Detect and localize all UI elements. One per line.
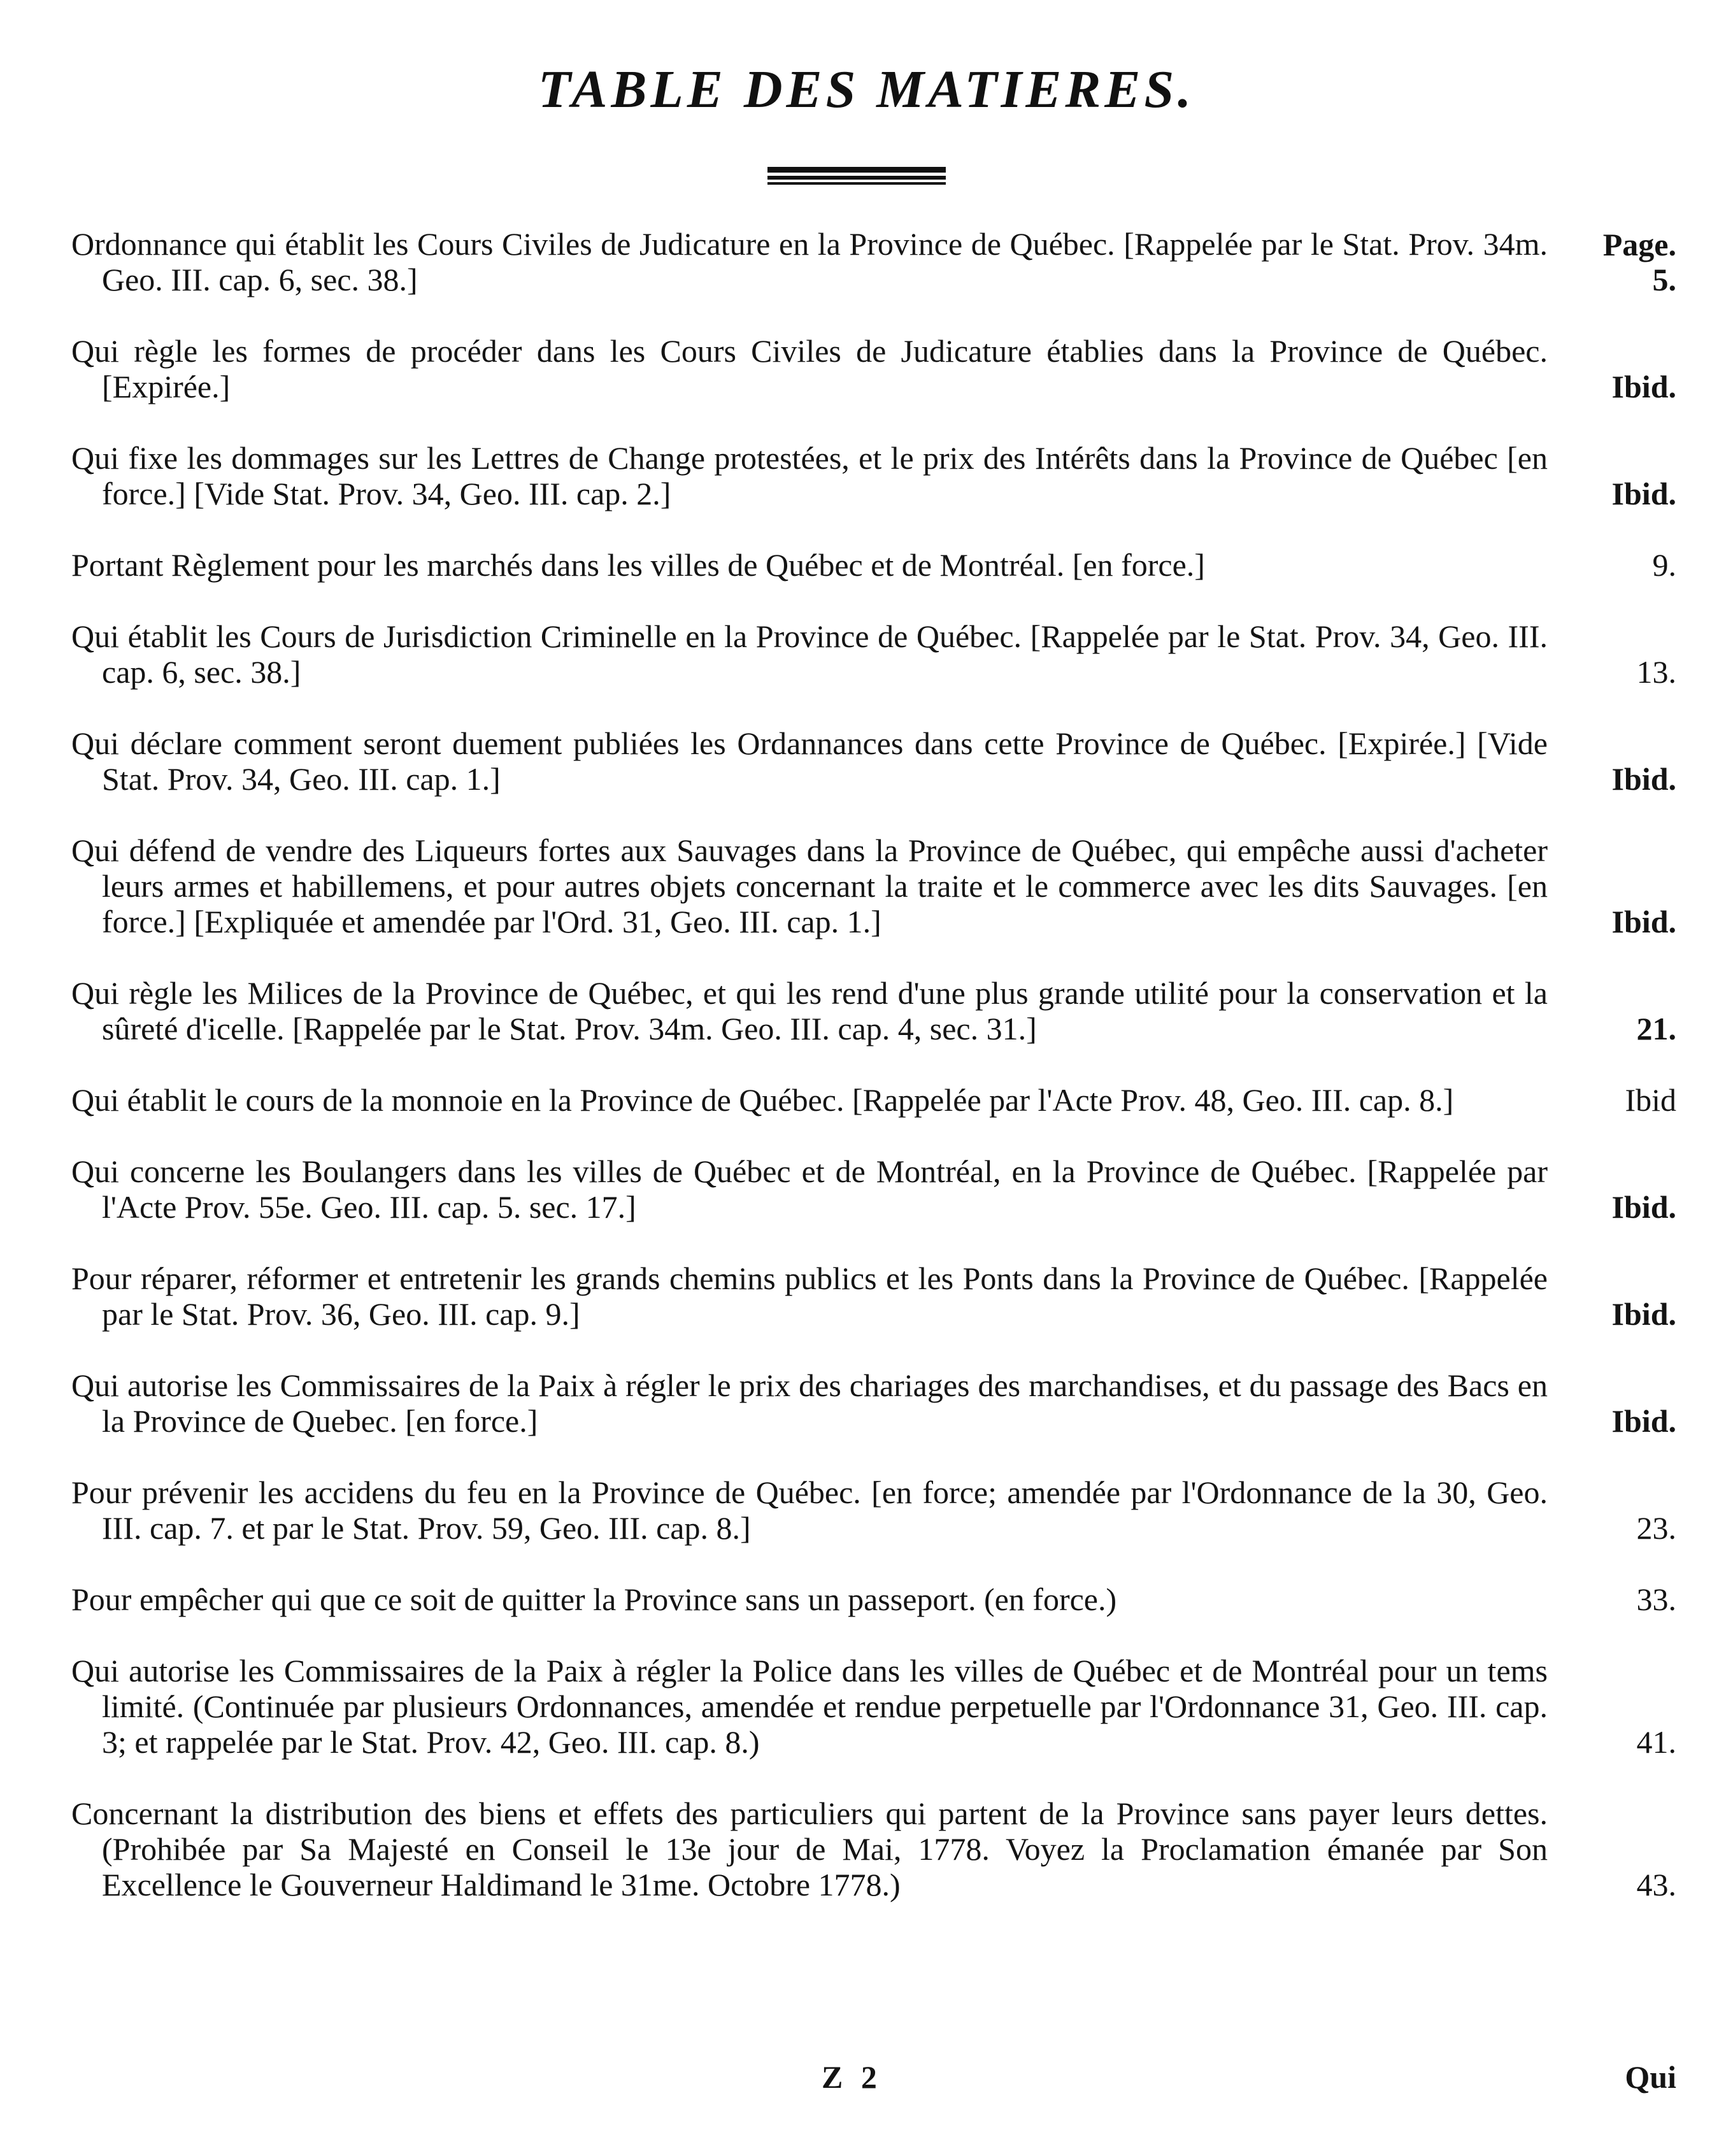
toc-entry [71, 725, 1676, 797]
entry-page-number: Ibid. [1611, 904, 1676, 939]
entry-title: Qui défend de vendre des Liqueurs fortes aux Sauvages dans la Province de Québec, qui empêche aussi d'acheter leurs armes et habillemens, et pour autres objets concernant la traite et le commerce avec les dits Sauvages. [en force.] [Expliquée et amendée par l'Ord. 31, Geo. III. cap. 1.] [71, 832, 1548, 939]
entry-title: Pour prévenir les accidens du feu en la Province de Québec. [en force; amendée par l'Ordonnance de la 30, Geo. III. cap. 7. et par le Stat. Prov. 59, Geo. III. cap. 8.] [71, 1474, 1548, 1546]
entry-title: Pour empêcher qui que ce soit de quitter la Province sans un passeport. (en force.) [71, 1581, 1117, 1617]
entry-page-number: 9. [1652, 547, 1676, 583]
toc-entry [71, 832, 1676, 939]
entry-page-number: Ibid. [1611, 476, 1676, 511]
entry-page-number: 21. [1636, 1011, 1676, 1046]
toc-entry [71, 333, 1676, 404]
entry-title: Concernant la distribution des biens et effets des particuliers qui partent de la Province sans payer leurs dettes. (Prohibée par Sa Majesté en Conseil le 13e jour de Mai, 1778. Voyez la Proclamation émanée par Son Excellence le Gouverneur Haldimand le 31me. Octobre 1778.) [71, 1795, 1548, 1903]
catchword: Qui [1625, 2059, 1676, 2095]
toc-entry [71, 1260, 1676, 1332]
entry-page-number: 43. [1636, 1867, 1676, 1903]
toc-entry [71, 1474, 1676, 1546]
entry-page-number: Ibid. [1611, 761, 1676, 797]
toc-entry [71, 975, 1676, 1046]
entry-title: Portant Règlement pour les marchés dans les villes de Québec et de Montréal. [en force.] [71, 547, 1205, 583]
title-rule [767, 182, 946, 185]
entry-title: Qui autorise les Commissaires de la Paix à régler le prix des chariages des marchandises, et du passage des Bacs en la Province de Quebec. [en force.] [71, 1367, 1548, 1439]
entry-title: Qui règle les formes de procéder dans les Cours Civiles de Judicature établies dans la Province de Québec. [Expirée.] [71, 333, 1548, 404]
entry-page-number: Ibid. [1611, 1403, 1676, 1439]
toc-entry [71, 1367, 1676, 1439]
toc-entry [71, 1153, 1676, 1225]
toc-entry [71, 440, 1676, 511]
title-rule [767, 176, 946, 180]
signature-mark: Z 2 [822, 2059, 882, 2095]
entry-page-number: 41. [1636, 1724, 1676, 1760]
entry-title: Qui fixe les dommages sur les Lettres de Change protestées, et le prix des Intérêts dans la Province de Québec [en force.] [Vide Stat. Prov. 34, Geo. III. cap. 2.] [71, 440, 1548, 511]
page-column-header: Page. [1602, 227, 1676, 262]
toc-entry [71, 547, 1676, 583]
entry-page-number: 23. [1636, 1510, 1676, 1546]
toc-entry [71, 1082, 1676, 1118]
entry-title: Qui déclare comment seront duement publiées les Ordannances dans cette Province de Québec. [Expirée.] [Vide Stat. Prov. 34, Geo. III. cap. 1.] [71, 725, 1548, 797]
entry-page-number: 33. [1636, 1581, 1676, 1617]
title-rule [767, 167, 946, 173]
entry-page-number: 13. [1636, 654, 1676, 690]
toc-entry [71, 1653, 1676, 1760]
entry-title: Qui établit les Cours de Jurisdiction Criminelle en la Province de Québec. [Rappelée par le Stat. Prov. 34, Geo. III. cap. 6, sec. 38.] [71, 618, 1548, 690]
table-of-contents [71, 226, 1676, 1938]
toc-entry [71, 1795, 1676, 1903]
entry-page-number: 5. [1652, 262, 1676, 297]
entry-title: Pour réparer, réformer et entretenir les grands chemins publics et les Ponts dans la Province de Québec. [Rappelée par le Stat. Prov. 36, Geo. III. cap. 9.] [71, 1260, 1548, 1332]
toc-entry [71, 618, 1676, 690]
entry-page-number: Ibid. [1611, 1296, 1676, 1332]
entry-title: Qui autorise les Commissaires de la Paix à régler la Police dans les villes de Québec et de Montréal pour un tems limité. (Continuée par plusieurs Ordonnances, amendée et rendue perpetuelle par l'Ordonnance 31, Geo. III. cap. 3; et rappelée par le Stat. Prov. 42, Geo. III. cap. 8.) [71, 1653, 1548, 1760]
entry-title: Qui concerne les Boulangers dans les villes de Québec et de Montréal, en la Province de Québec. [Rappelée par l'Acte Prov. 55e. Geo. III. cap. 5. sec. 17.] [71, 1153, 1548, 1225]
entry-page-number: Ibid. [1611, 1189, 1676, 1225]
entry-page-number: Ibid. [1611, 369, 1676, 404]
toc-entry [71, 1581, 1676, 1617]
page-title: TABLE DES MATIERES. [538, 60, 1195, 119]
entry-title: Qui règle les Milices de la Province de Québec, et qui les rend d'une plus grande utilité pour la conservation et la sûreté d'icelle. [Rappelée par le Stat. Prov. 34m. Geo. III. cap. 4, sec. 31.] [71, 975, 1548, 1046]
entry-page-number: Ibid [1625, 1082, 1676, 1118]
entry-title: Ordonnance qui établit les Cours Civiles de Judicature en la Province de Québec. [Rappelée par le Stat. Prov. 34m. Geo. III. cap. 6, sec. 38.] [71, 226, 1548, 297]
entry-title: Qui établit le cours de la monnoie en la Province de Québec. [Rappelée par l'Acte Prov. 48, Geo. III. cap. 8.] [71, 1082, 1454, 1118]
toc-entry [71, 226, 1676, 297]
